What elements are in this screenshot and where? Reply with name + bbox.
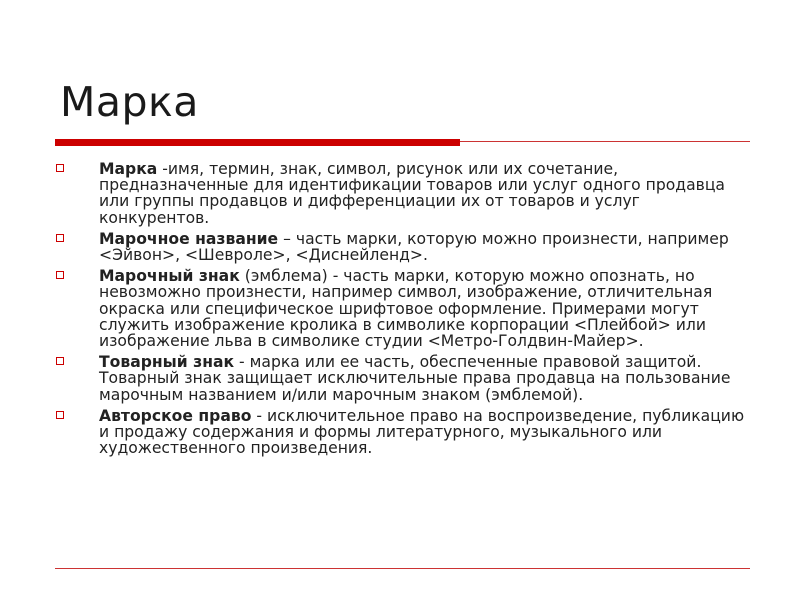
bullet-list — [55, 161, 755, 461]
bullet-text: - марка или ее часть, обеспеченные правовой защитой. Товарный знак защищает исключительные права продавца на пользование марочным названием и/или марочным знаком (эмблемой). — [99, 353, 731, 404]
bullet-term: Марочное название — [99, 229, 279, 248]
footer-rule — [55, 568, 750, 569]
bullet-item-brand-mark — [55, 268, 755, 349]
bullet-text: – часть марки, которую можно произнести, например <Эйвон>, <Шевроле>, <Диснейленд>. — [99, 229, 729, 265]
square-bullet-icon — [56, 271, 64, 279]
bullet-text: - исключительное право на воспроизведение, публикацию и продажу содержания и формы литературного, музыкального или художественного произведения. — [99, 406, 745, 458]
bullet-item-copyright — [55, 408, 755, 457]
bullet-term: Марочный знак — [99, 267, 240, 286]
square-bullet-icon — [56, 357, 64, 365]
title-underline-thin — [460, 141, 750, 142]
bullet-term: Марка — [99, 160, 158, 178]
bullet-term: Авторское право — [99, 406, 252, 425]
title-underline-thick — [55, 139, 460, 146]
bullet-term: Товарный знак — [99, 353, 235, 372]
slide-title: Марка — [60, 78, 199, 126]
bullet-text: (эмблема) - часть марки, которую можно опознать, но невозможно произнести, например символ, изображение, отличительная окраска или специфическое шрифтовое оформление. Примерами могут служить изображение кролика в символике корпорации <Плейбой> или изображение льва в символике студии <Метро-Голдвин-Майер>. — [99, 267, 713, 351]
bullet-item-marka — [55, 161, 755, 226]
bullet-text: -имя, термин, знак, символ, рисунок или их сочетание, предназначенные для идентификации товаров или услуг одного продавца или группы продавцов и дифференциации их от товаров и услуг конкурентов. — [99, 160, 725, 227]
bullet-item-brand-name — [55, 231, 755, 263]
bullet-item-trademark — [55, 354, 755, 403]
square-bullet-icon — [56, 411, 64, 419]
square-bullet-icon — [56, 234, 64, 242]
square-bullet-icon — [56, 164, 64, 172]
